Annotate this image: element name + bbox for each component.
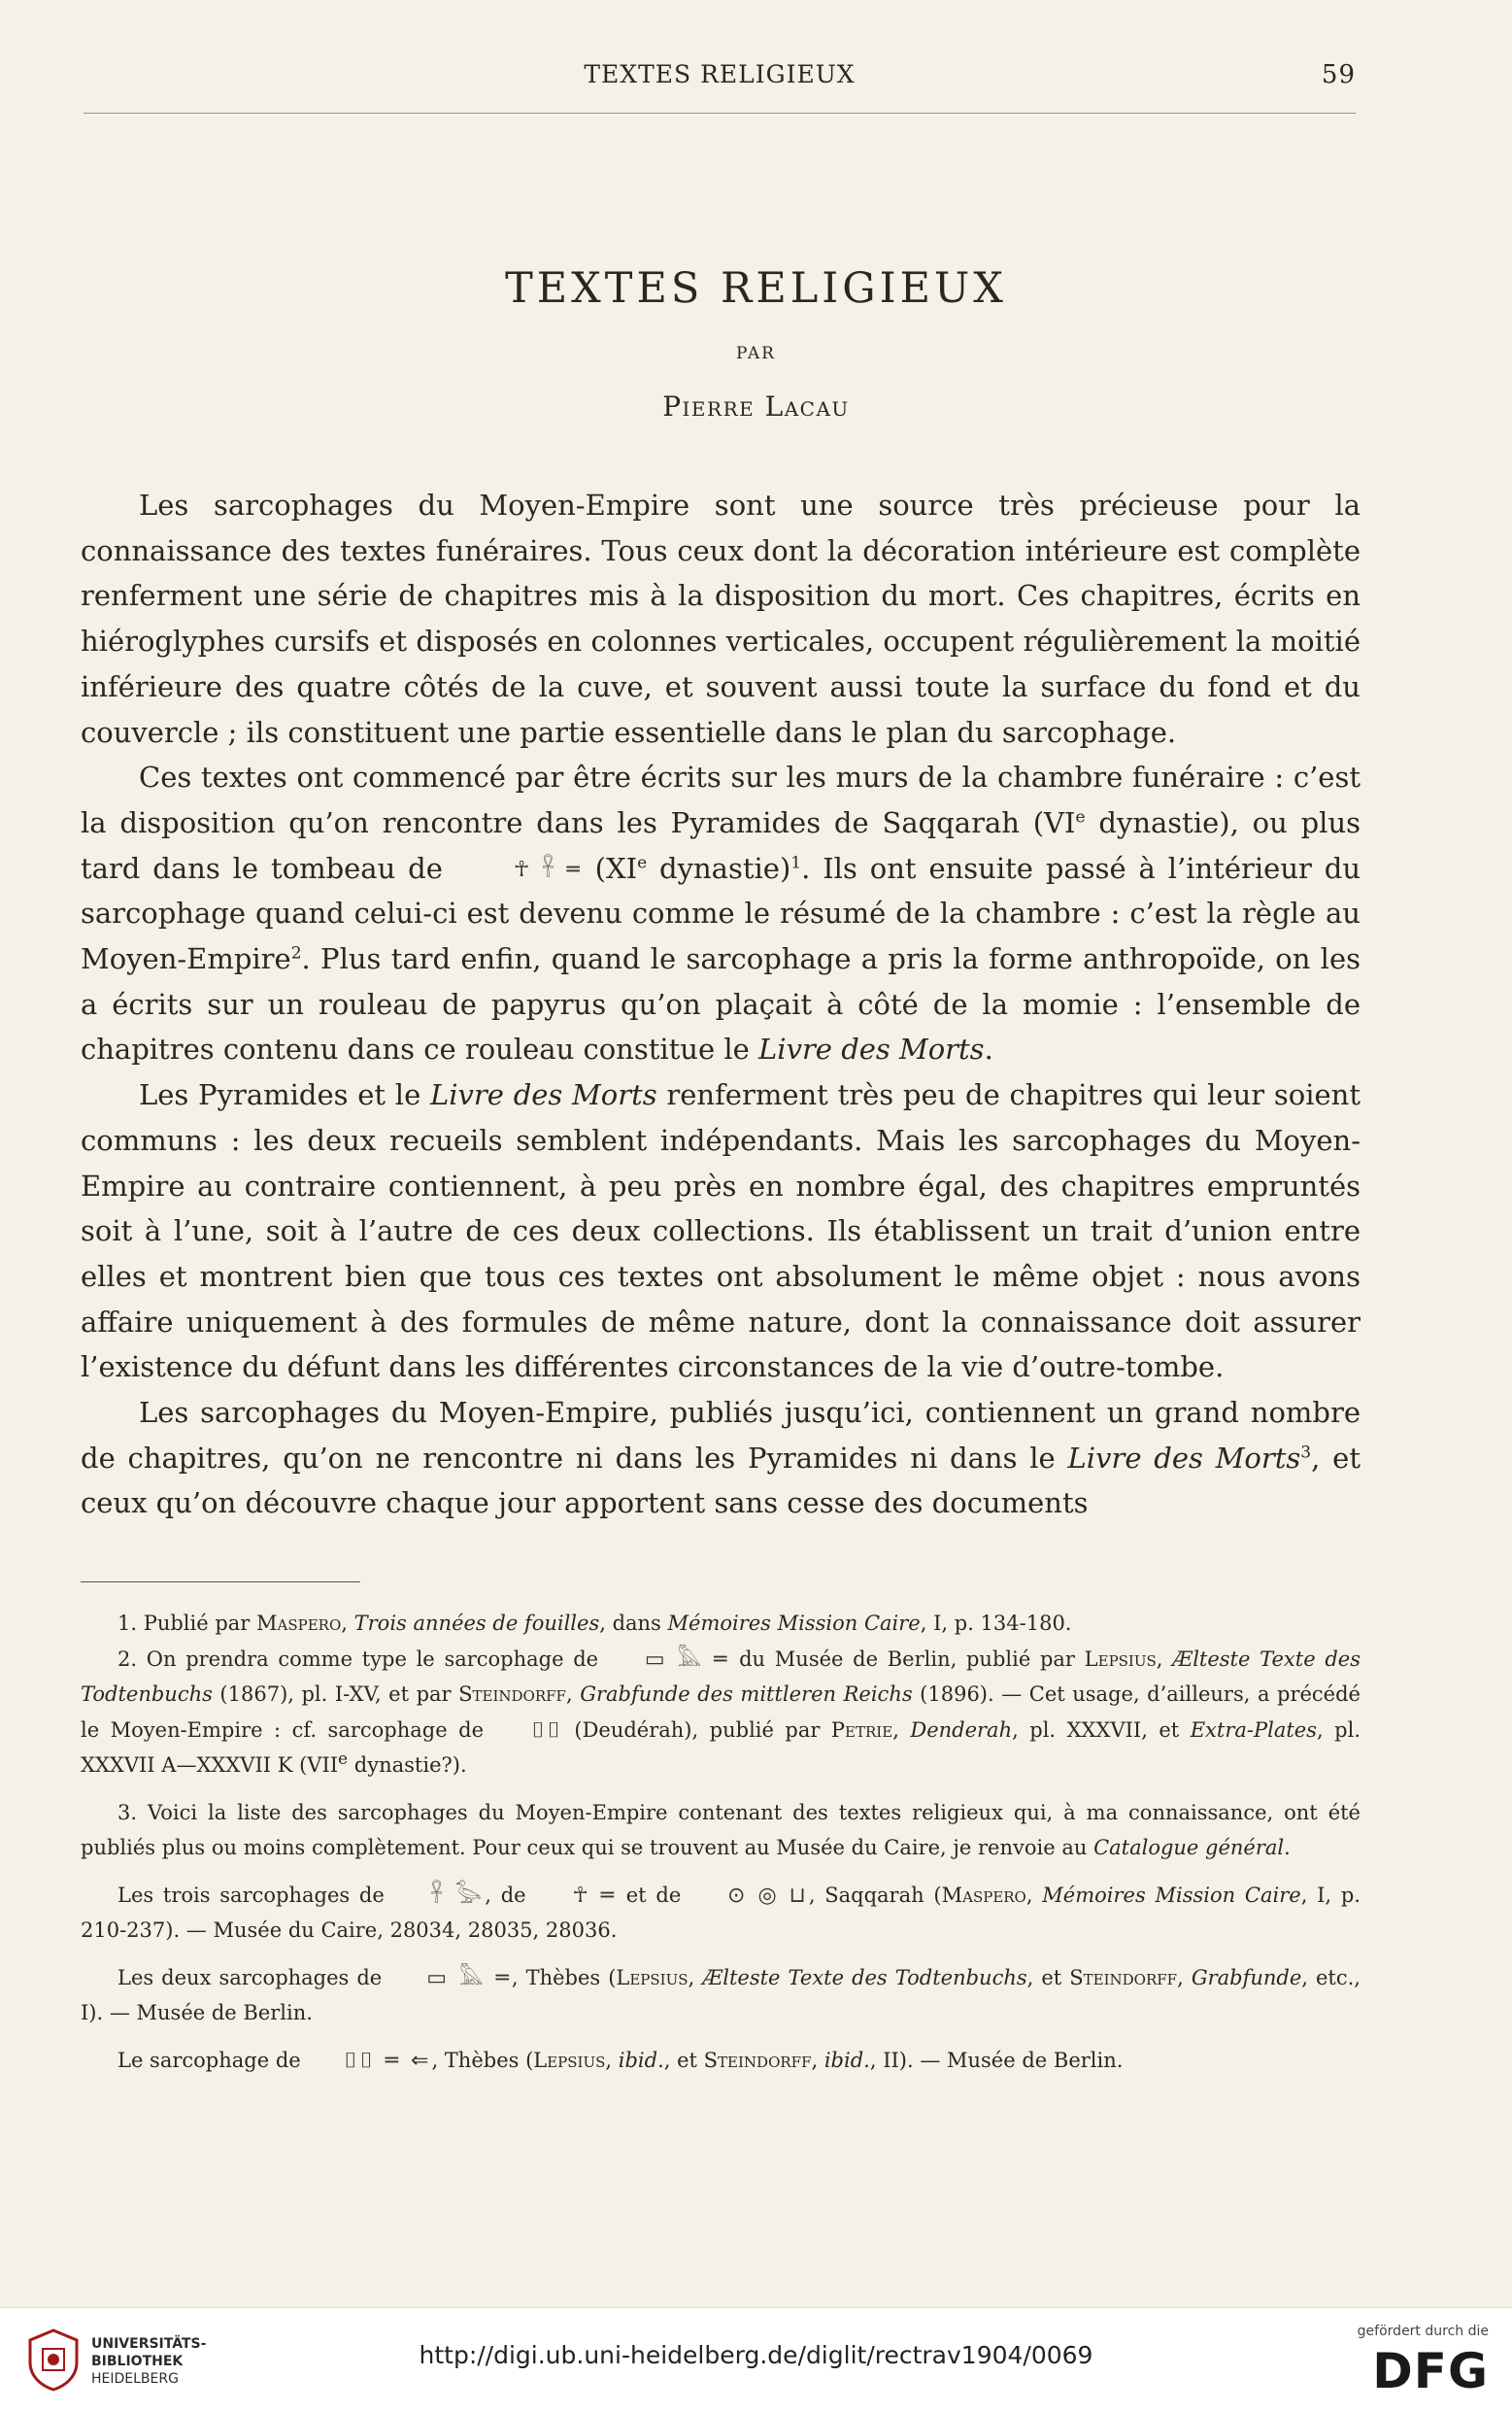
- fn6-text-f: , et: [663, 2048, 704, 2072]
- dfg-logo-icon: DFG: [1372, 2343, 1489, 2399]
- author-lepsius: Lepsius: [533, 2048, 606, 2072]
- hieroglyph-name-icon: ⌷⌷ ═ ⇐: [344, 2049, 432, 2073]
- author-steindorff: Steindorff: [1069, 1965, 1178, 1989]
- hieroglyph-name-icon: ☥ 𓋹 ═: [513, 857, 583, 882]
- fn3-text-a: 3. Voici la liste des sarcophages du Moyen-Empire contenant des textes religieux qui, à ma connaissance, ont été publiés plus ou moins complètement. Pour ceux qui se trouvent au Musée du Caire, je renvoie au: [81, 1800, 1361, 1859]
- fn6-sep: ,: [605, 2048, 619, 2072]
- fn4-text-c: et de: [617, 1883, 691, 1907]
- page-number: 59: [1321, 60, 1356, 89]
- fn6-ibid-2: ibid.: [823, 2048, 870, 2072]
- p2-text-a: Ces textes ont commencé par être écrits sur les murs de la chambre funéraire : c’est la disposition qu’on rencontre dans les Pyramides de Saqqarah (VI: [81, 761, 1361, 839]
- paragraph-2: [81, 755, 1361, 1072]
- permalink-url[interactable]: http://digi.ub.uni-heidelberg.de/diglit/rectrav1904/0069: [419, 2341, 1093, 2369]
- running-header: [84, 60, 1356, 103]
- superscript-e: e: [637, 852, 648, 872]
- footnote-ref-3[interactable]: 3: [1300, 1443, 1312, 1463]
- fn4-text-d: , Saqqarah (: [808, 1883, 942, 1907]
- article-title: TEXTES RELIGIEUX: [505, 264, 1007, 313]
- author-steindorff: Steindorff: [703, 2048, 812, 2072]
- fn6-ibid-1: ibid.: [618, 2048, 664, 2072]
- fn2-sep: ,: [892, 1717, 911, 1742]
- fn3-catalogue: Catalogue général: [1093, 1836, 1285, 1859]
- fn5-title-1: Ælteste Texte des Todtenbuchs: [702, 1965, 1027, 1989]
- paragraph-1: [81, 483, 1361, 755]
- fn1-pages: , I, p. 134-180.: [920, 1612, 1072, 1635]
- fn6-sep: ,: [811, 2048, 824, 2072]
- fn2-text-a: 2. On prendra comme type le sarcophage de: [118, 1647, 608, 1671]
- author-lepsius: Lepsius: [616, 1965, 689, 1989]
- footnote-3: [81, 1795, 1361, 1866]
- fn4-sep: ,: [1025, 1883, 1043, 1907]
- author-maspero: Maspero: [256, 1612, 342, 1635]
- library-line-2: BIBLIOTHEK: [91, 2354, 184, 2369]
- fn5-text-j: , etc., I). — Musée de Berlin.: [81, 1965, 1361, 2024]
- fn2-text-o: , pl. XXXVII, et: [1012, 1717, 1191, 1742]
- footnote-1: [81, 1606, 1361, 1642]
- fn2-sep: ,: [565, 1682, 581, 1706]
- p4-text-a: Les sarcophages du Moyen-Empire, publiés jusqu’ici, contiennent un grand nombre de chapitres, qu’on ne rencontre ni dans les Pyramides ni dans le: [81, 1396, 1361, 1475]
- fn5-sep: ,: [1177, 1965, 1192, 1989]
- fn2-text-q: , pl. XXXVII A—XXXVII K (VII: [81, 1717, 1361, 1777]
- byline-par: PAR: [736, 344, 776, 363]
- fn1-journal: Mémoires Mission Caire: [667, 1612, 921, 1635]
- fn1-text: 1. Publié par: [118, 1612, 257, 1635]
- paragraph-1-text: Les sarcophages du Moyen-Empire sont une source très précieuse pour la connaissance des textes funéraires. Tous ceux dont la décoration intérieure est complète renferment une série de chapitres mis à la disposition du mort. Ces chapitres, écrits en hiéroglyphes cursifs et disposés en colonnes verticales, occupent régulièrement la moitié inférieure des quatre côtés de la cuve, et souvent aussi toute la surface du fond et du couvercle ; ils constituent une partie essentielle dans le plan du sarcophage.: [81, 489, 1361, 749]
- library-line-3: HEIDELBERG: [91, 2371, 179, 2387]
- fn5-text-f: , et: [1026, 1965, 1070, 1989]
- footnotes: [81, 1606, 1361, 2078]
- body-text: [81, 483, 1361, 1526]
- p2-text-d: dynastie): [647, 851, 791, 885]
- superscript-e: e: [338, 1749, 349, 1769]
- footnote-3-list-3: [81, 2043, 1361, 2079]
- article-author: Pierre Lacau: [662, 391, 850, 423]
- author-steindorff: Steindorff: [458, 1682, 566, 1706]
- fn2-text-b: du Musée de Berlin, publié par: [729, 1647, 1085, 1671]
- fn2-title-3: Denderah: [910, 1717, 1013, 1742]
- fn2-title-1: Ælteste Texte des Todtenbuchs: [81, 1647, 1361, 1706]
- footnote-rule: [81, 1581, 360, 1582]
- author-maspero: Maspero: [941, 1883, 1026, 1907]
- hieroglyph-name-icon: ☥ ═: [572, 1884, 617, 1908]
- fn4-journal: Mémoires Mission Caire: [1042, 1883, 1301, 1907]
- fn4-text-b: , de: [485, 1883, 536, 1907]
- running-title: TEXTES RELIGIEUX: [584, 60, 856, 88]
- fn4-text-h: , I, p. 210-237). — Musée du Caire, 28034, 28035, 28036.: [81, 1883, 1361, 1942]
- hieroglyph-name-icon: 𓋹 𓅭: [430, 1884, 486, 1908]
- fn5-sep: ,: [688, 1965, 703, 1989]
- superscript-e: e: [1075, 807, 1086, 828]
- fn4-text-a: Les trois sarcophages de: [118, 1883, 394, 1907]
- hieroglyph-name-icon: ⊙ ◎ ⊔: [727, 1884, 809, 1908]
- p2-text-e: . Ils ont ensuite passé à l’intérieur du sarcophage quand celui-ci est devenu comme le résumé de la chambre : c’est la règle au Moyen-Empire: [81, 851, 1361, 976]
- footnote-ref-1[interactable]: 1: [790, 852, 802, 872]
- fn2-title-4: Extra-Plates: [1190, 1717, 1317, 1742]
- hieroglyph-name-icon: ⌷⌷: [531, 1718, 563, 1743]
- dfg-funding: [1333, 2324, 1489, 2401]
- hieroglyph-name-icon: ▭ 𓅓 ═: [426, 1966, 512, 1990]
- author-petrie: Petrie: [830, 1717, 893, 1742]
- header-rule: [84, 113, 1356, 114]
- title-livre-des-morts: Livre des Morts: [1067, 1441, 1301, 1475]
- title-livre-des-morts: Livre des Morts: [758, 1033, 985, 1067]
- p2-text-b: dynastie), ou plus tard dans le tombeau de: [81, 805, 1361, 885]
- p2-text-h: .: [984, 1033, 993, 1067]
- fn2-title-2: Grabfunde des mittleren Reichs: [580, 1682, 913, 1706]
- p2-text-f: . Plus tard enfin, quand le sarcophage a pris la forme anthropoïde, on les a écrits sur un rouleau de papyrus qu’on plaçait à côté de la momie : l’ensemble de chapitres contenu dans ce rouleau constitue le: [81, 942, 1361, 1067]
- fn6-text-a: Le sarcophage de: [118, 2048, 308, 2072]
- fn5-text-b: , Thèbes (: [511, 1965, 617, 1989]
- library-line-1: UNIVERSITÄTS-: [91, 2336, 207, 2352]
- paragraph-4: [81, 1390, 1361, 1526]
- fn2-text-k: (Deudérah), publié par: [562, 1717, 831, 1742]
- footnote-ref-2[interactable]: 2: [290, 943, 302, 964]
- p3-text-a: Les Pyramides et le: [139, 1078, 430, 1112]
- footnote-3-list-2: [81, 1960, 1361, 2031]
- p3-text-c: renferment très peu de chapitres qui leur soient communs : les deux recueils semblent indépendants. Mais les sarcophages du Moyen-Empire au contraire contiennent, à peu près en nombre égal, des chapitres empruntés soit à l’une, soit à l’autre de ces deux collections. Ils établissent un trait d’union entre elles et montrent bien que tous ces textes ont absolument le même objet : nous avons affaire uniquement à des formules de même nature, dont la connaissance doit assurer l’existence du défunt dans les différentes circonstances de la vie d’outre-tombe.: [81, 1078, 1361, 1384]
- fn1-title: Trois années de fouilles: [353, 1612, 600, 1635]
- p2-text-c: (XI: [582, 851, 638, 885]
- hieroglyph-name-icon: ▭ 𓅓 ═: [644, 1647, 730, 1672]
- fn2-text-r: dynastie?).: [348, 1753, 467, 1777]
- title-livre-des-morts: Livre des Morts: [430, 1078, 657, 1112]
- footer-bar: [0, 2307, 1512, 2411]
- paragraph-3: [81, 1072, 1361, 1390]
- fn6-text-j: , II). — Musée de Berlin.: [869, 2048, 1124, 2072]
- fn5-title-2: Grabfunde: [1191, 1965, 1302, 1989]
- footnote-2: [81, 1642, 1361, 1783]
- p4-text-c: , et ceux qu’on découvre chaque jour apportent sans cesse des documents: [81, 1441, 1361, 1520]
- footnote-3-list-1: [81, 1878, 1361, 1949]
- fn2-text-f: (1867), pl. I-XV, et par: [212, 1682, 459, 1706]
- fn1-dans: , dans: [599, 1612, 668, 1635]
- funded-by-label: gefördert durch die: [1357, 2324, 1489, 2339]
- fn1-sep: ,: [341, 1612, 354, 1635]
- fn2-sep: ,: [1156, 1647, 1173, 1671]
- fn3-text-c: .: [1284, 1836, 1291, 1859]
- author-lepsius: Lepsius: [1084, 1647, 1157, 1671]
- fn2-text-j: (1896). — Cet usage, d’ailleurs, a précédé le Moyen-Empire : cf. sarcophage de: [81, 1682, 1361, 1742]
- fn6-text-b: , Thèbes (: [431, 2048, 534, 2072]
- fn5-text-a: Les deux sarcophages de: [118, 1965, 390, 1989]
